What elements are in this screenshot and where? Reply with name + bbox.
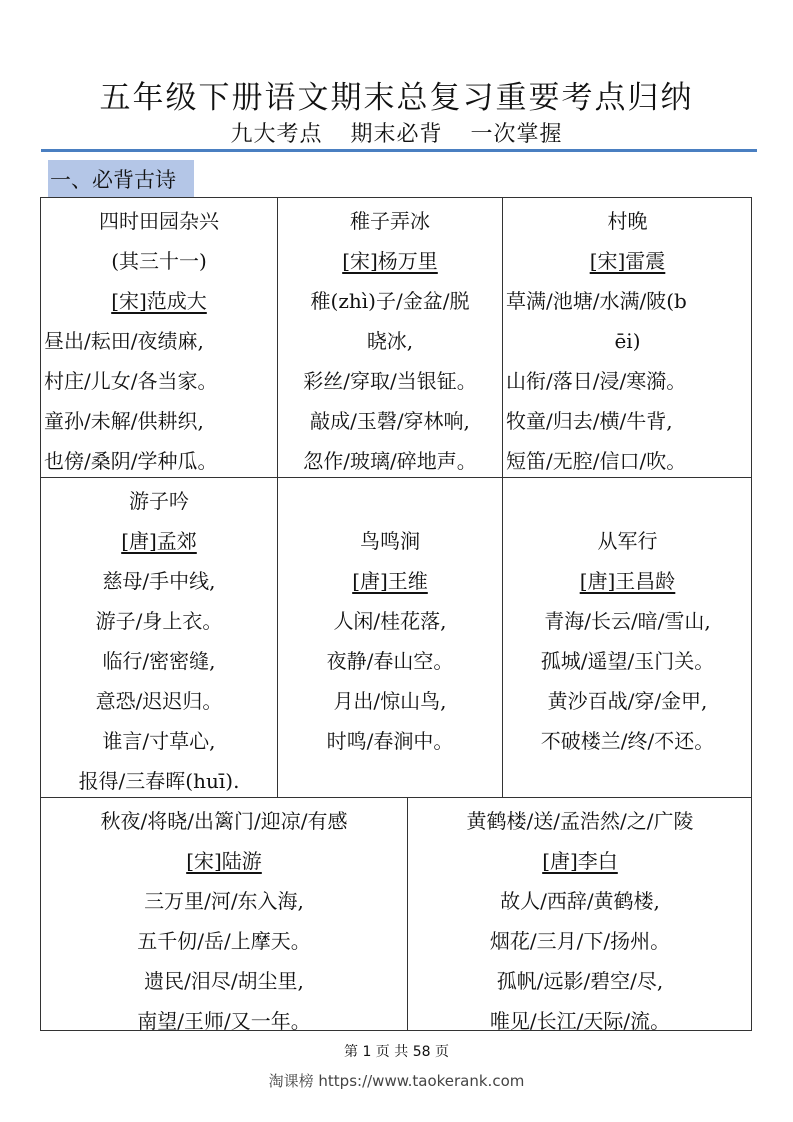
poem-line: 南望/王师/又一年。 (137, 1009, 311, 1033)
poem-cell (411, 801, 749, 1041)
poem-author: [唐]王维 (352, 569, 428, 593)
poem-line: 谁言/寸草心, (102, 729, 216, 753)
poem-author: [唐]王昌龄 (579, 569, 676, 593)
poem-line: 人闲/桂花落, (333, 609, 447, 633)
site-footer: 淘课榜 https://www.taokerank.com (268, 1072, 525, 1090)
page-subtitle (0, 117, 793, 148)
poem-author: [宋]雷震 (589, 249, 666, 273)
poem-line: 晓冰, (366, 329, 414, 353)
poem-cell (281, 521, 499, 761)
poem-line: ēi) (614, 329, 641, 353)
table-divider (277, 197, 278, 797)
poem-title: 稚子弄冰 (350, 209, 430, 233)
poem-title: 鸟鸣涧 (360, 529, 420, 553)
poem-author: [唐]孟郊 (121, 529, 197, 553)
poem-title: 村晚 (607, 209, 648, 233)
poem-title: 游子吟 (129, 489, 189, 513)
poem-line: 也傍/桑阴/学种瓜。 (44, 449, 218, 473)
poem-line: 彩丝/穿取/当银钲。 (303, 369, 477, 393)
poem-line: 临行/密密缝, (102, 649, 216, 673)
poem-line: 敲成/玉磬/穿林响, (310, 409, 470, 433)
poem-subtitle: (其三十一) (111, 249, 207, 273)
poem-line: 夜静/春山空。 (326, 649, 454, 673)
poem-title: 秋夜/将晓/出篱门/迎凉/有感 (100, 809, 348, 833)
poem-line: 山衔/落日/浸/寒漪。 (506, 369, 687, 393)
poem-author: [宋]杨万里 (342, 249, 438, 273)
poem-line: 孤帆/远影/碧空/尽, (496, 969, 664, 993)
poem-line: 慈母/手中线, (102, 569, 216, 593)
poem-line: 黄沙百战/穿/金甲, (547, 689, 708, 713)
poem-line: 遗民/泪尽/胡尘里, (144, 969, 304, 993)
poem-line: 月出/惊山鸟, (333, 689, 447, 713)
poem-title: 四时田园杂兴 (99, 209, 219, 233)
poem-title: 黄鹤楼/送/孟浩然/之/广陵 (466, 809, 694, 833)
poem-line: 唯见/长江/天际/流。 (489, 1009, 671, 1033)
poem-line: 故人/西辞/黄鹤楼, (500, 889, 660, 913)
subtitle-part-2: 期末必背 (350, 122, 443, 147)
poem-cell (44, 201, 274, 481)
page-number: 第 1 页 共 58 页 (344, 1044, 449, 1060)
table-divider (502, 197, 503, 797)
poem-line: 青海/长云/暗/雪山, (544, 609, 711, 633)
poem-cell (506, 201, 749, 481)
poem-line: 孤城/遥望/玉门关。 (540, 649, 715, 673)
poem-line: 时鸣/春涧中。 (326, 729, 454, 753)
poem-cell (281, 201, 499, 481)
poem-author: [宋]范成大 (111, 289, 207, 313)
poem-cell (506, 521, 749, 761)
title-rule (41, 149, 757, 152)
poem-line: 昼出/耘田/夜绩麻, (44, 329, 204, 353)
page-title: 五年级下册语文期末总复习重要考点归纳 (99, 80, 694, 116)
section-heading: 一、必背古诗 (48, 160, 194, 198)
poem-line: 游子/身上衣。 (95, 609, 223, 633)
poem-line: 不破楼兰/终/不还。 (540, 729, 715, 753)
poem-line: 草满/池塘/水满/陂(b (506, 289, 687, 313)
poem-cell (44, 801, 404, 1041)
poem-author: [唐]李白 (542, 849, 618, 873)
poem-line: 意恐/迟迟归。 (95, 689, 223, 713)
poem-line: 牧童/归去/横/牛背, (506, 409, 673, 433)
poem-line: 短笛/无腔/信口/吹。 (506, 449, 687, 473)
poem-line: 童孙/未解/供耕织, (44, 409, 204, 433)
poem-line: 报得/三春晖(huī). (78, 769, 240, 793)
poem-line: 烟花/三月/下/扬州。 (489, 929, 671, 953)
poem-title: 从军行 (597, 529, 658, 553)
poem-line: 三万里/河/东入海, (144, 889, 304, 913)
poem-author: [宋]陆游 (186, 849, 262, 873)
poem-cell (44, 481, 274, 801)
poem-line: 五千仞/岳/上摩天。 (137, 929, 311, 953)
subtitle-part-1: 九大考点 (230, 122, 323, 147)
table-divider (407, 797, 408, 1031)
poem-line: 忽作/玻璃/碎地声。 (303, 449, 477, 473)
subtitle-part-3: 一次掌握 (470, 122, 563, 147)
poem-line: 稚(zhì)子/金盆/脱 (310, 289, 470, 313)
poem-line: 村庄/儿女/各当家。 (44, 369, 218, 393)
